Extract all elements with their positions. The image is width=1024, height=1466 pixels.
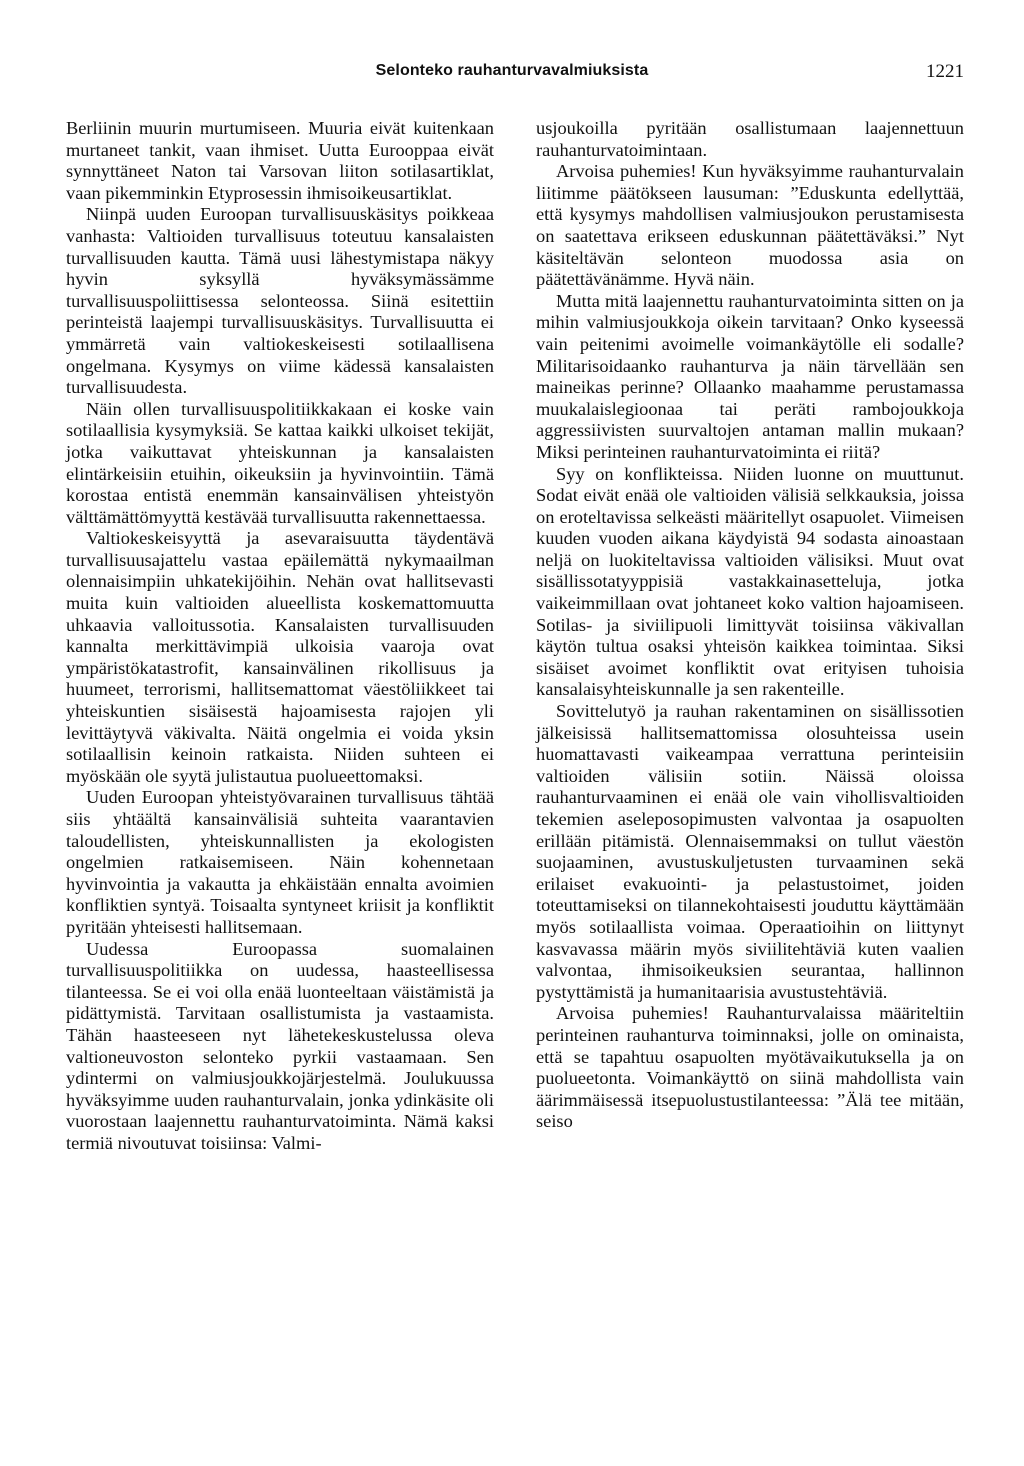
paragraph: Valtiokeskeisyyttä ja asevaraisuutta täydentävä turvallisuusajattelu vastaa epäilemättä nykymaailman olennaisimpiin uhkatekijöihin. Nehän ovat hallitsevasti muita kuin valtioiden alueellista koskemattomuutta uhkaavia valloitussotia. Kansalaisten turvallisuuden kannalta merkittävimpiä ulkoisia vaaroja ovat ympäristökatastrofit, kansainvälinen rikollisuus ja huumeet, terrorismi, hallitsemattomat väestöliikkeet tai yhteiskuntien sisäisestä hajoamisesta rajojen yli levittäytyvä väkivalta. Näitä ongelmia ei voida yksin sotilaallisin keinoin ratkaista. Niiden suhteen ei myöskään ole syytä julistautua puolueettomaksi. [66,528,494,786]
page-number: 1221 [926,61,964,82]
paragraph: Arvoisa puhemies! Kun hyväksyimme rauhanturvalain liitimme päätökseen lausuman: ”Eduskunta edellyttää, että kysymys mahdollisen valmiusjoukon perustamisesta on saatettava erikseen eduskunnan päätettäväksi.” Nyt käsiteltävän selonteon muodossa asia on päätettävänämme. Hyvä näin. [536,161,964,290]
paragraph: Sovittelutyö ja rauhan rakentaminen on sisällissotien jälkeisissä hallitsemattomissa olosuhteissa usein huomattavasti vaikeampaa verrattuna perinteisiin valtioiden välisiin sotiin. Näissä oloissa rauhanturvaaminen ei enää ole vain vihollisvaltioiden tekemien aseleposopimusten valvontaa ja osapuolten erillään pitämistä. Olennaisemmaksi on tullut väestön suojaaminen, avustuskuljetusten turvaaminen sekä erilaiset evakuointi- ja pelastustoimet, joiden toteuttamiseksi on tilannekohtaisesti jouduttu käyttämään myös sotilaallista voimaa. Operaatioihin on liittynyt kasvavassa määrin myös siviilitehtäviä kuten vaalien valvontaa, ihmisoikeuksien seurantaa, hallinnon pystyttämistä ja humanitaarisia avustustehtäviä. [536,701,964,1002]
left-column [66,118,494,1155]
paragraph: Näin ollen turvallisuuspolitiikkakaan ei koske vain sotilaallisia kysymyksiä. Se kattaa kaikki ulkoiset tekijät, jotka vaikuttavat yhteiskunnan ja kansalaisten elintärkeisiin etuihin, oikeuksiin ja hyvinvointiin. Tämä korostaa entistä enemmän kansainvälisen yhteistyön välttämättömyyttä kestävää turvallisuutta rakennettaessa. [66,398,494,527]
paragraph: usjoukoilla pyritään osallistumaan laajennettuun rauhanturvatoimintaan. [536,118,964,160]
paragraph: Niinpä uuden Euroopan turvallisuuskäsitys poikkeaa vanhasta: Valtioiden turvallisuus toteutuu kansalaisten turvallisuuden kautta. Tämä uusi lähestymistapa näkyy hyvin syksyllä hyväksymässämme turvallisuuspoliittisessa selonteossa. Siinä esitettiin perinteistä laajempi turvallisuuskäsitys. Turvallisuutta ei ymmärretä vain valtiokeskeisesti sotilaallisena ongelmana. Kysymys on viime kädessä kansalaisten turvallisuudesta. [66,204,494,398]
paragraph: Syy on konflikteissa. Niiden luonne on muuttunut. Sodat eivät enää ole valtioiden välisiä selkkauksia, joissa on eroteltavissa selkeästi määritellyt osapuolet. Viimeisen kuuden vuoden aikana käydyistä 94 sodasta ainoastaan neljä on luokiteltavissa valtioiden välisiksi. Muut ovat sisällissotatyyppisiä vastakkainasetteluja, jotka vaikeimmillaan ovat johtaneet koko valtion hajoamiseen. Sotilas- ja siviilipuoli limittyvät toisiinsa väkivallan käytön tultua osaksi yhteisön kaikkea toimintaa. Siksi sisäiset avoimet konfliktit ovat erityisen tuhoisia kansalaisyhteiskunnalle ja sen rakenteille. [536,463,964,700]
paragraph: Mutta mitä laajennettu rauhanturvatoiminta sitten on ja mihin valmiusjoukkoja oikein tarvitaan? Onko kyseessä vain peitenimi avoimelle voimankäytölle eli sodalle? Militarisoidaanko rauhanturva ja näin tärvellään sen maineikas perinne? Ollaanko maahamme perustamassa muukalaislegioonaa tai peräti rambojoukkoja aggressiivisten suurvaltojen antaman mallin mukaan? Miksi perinteinen rauhanturvatoiminta ei riitä? [536,290,964,462]
paragraph: Berliinin muurin murtumiseen. Muuria eivät kuitenkaan murtaneet tankit, vaan ihmiset. Uutta Eurooppaa eivät synnyttäneet Naton tai Varsovan liiton sotilasartiklat, vaan pikemminkin Etyprosessin ihmisoikeusartiklat. [66,118,494,203]
running-title: Selonteko rauhanturvavalmiuksista [375,62,649,79]
paragraph: Uuden Euroopan yhteistyövarainen turvallisuus tähtää siis yhtäältä kansainvälisiä suhteita vaarantavien taloudellisten, yhteiskunnallisten ja ekologisten ongelmien ratkaisemiseen. Näin kohennetaan hyvinvointia ja vakautta ja ehkäistään ennalta avoimien konfliktien syntyä. Toisaalta syntyneet kriisit ja konfliktit pyritään yhteisesti hallitsemaan. [66,787,494,937]
right-column [536,118,964,1133]
paragraph: Arvoisa puhemies! Rauhanturvalaissa määriteltiin perinteinen rauhanturva toiminnaksi, jolle on ominaista, että se tapahtuu osapuolten myötävaikutuksella ja on puolueetonta. Voimankäyttö on siinä mahdollista vain äärimmäisessä itsepuolustustilanteessa: ”Älä tee mitään, seiso [536,1003,964,1132]
paragraph: Uudessa Euroopassa suomalainen turvallisuuspolitiikka on uudessa, haasteellisessa tilanteessa. Se ei voi olla enää luonteeltaan väistämistä ja pidättymistä. Tarvitaan osallistumista ja vastaamista. Tähän haasteeseen nyt lähetekeskustelussa oleva valtioneuvoston selonteko pyrkii vastaamaan. Sen ydintermi on valmiusjoukkojärjestelmä. Joulukuussa hyväksyimme uuden rauhanturvalain, jonka ydinkäsite oli vuorostaan laajennettu rauhanturvatoiminta. Nämä kaksi termiä nivoutuvat toisiinsa: Valmi- [66,938,494,1153]
